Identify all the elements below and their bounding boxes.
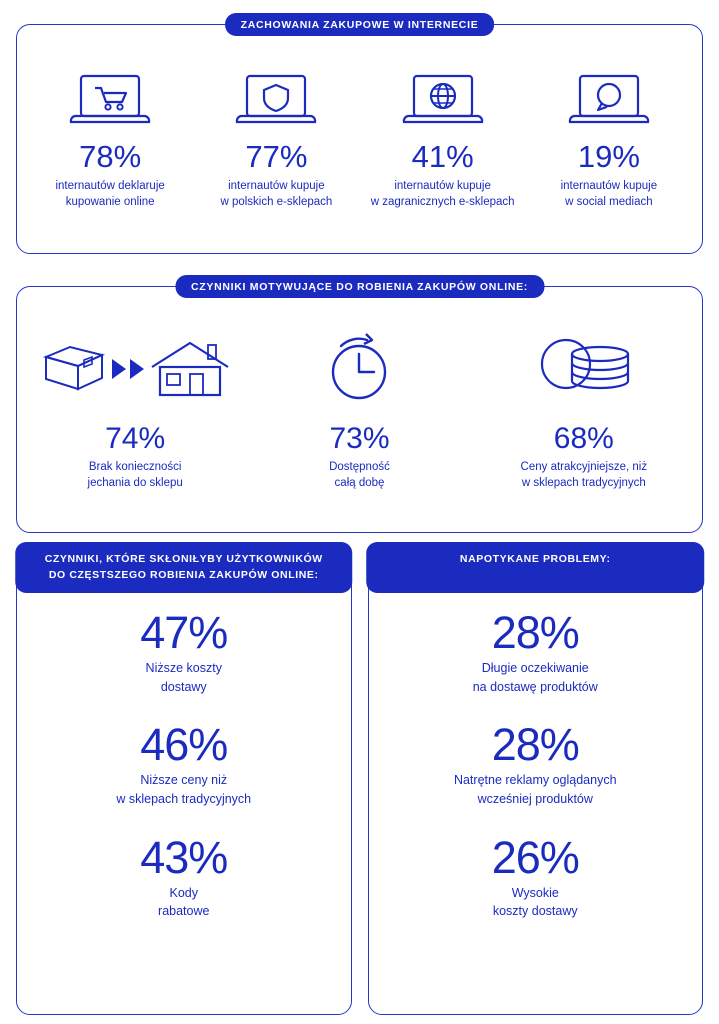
section-motivators-title: CZYNNIKI MOTYWUJĄCE DO ROBIENIA ZAKUPÓW ONLINE: xyxy=(175,275,544,298)
stat-value: 77% xyxy=(245,139,308,174)
stat-value: 46% xyxy=(140,719,228,771)
stat-item xyxy=(30,329,240,492)
stat-caption-line2: w social mediach xyxy=(565,196,653,209)
stat-caption-line1: Natrętne reklamy oglądanych xyxy=(453,773,617,788)
stat-caption-line2: rabatowe xyxy=(158,904,210,919)
stat-caption-line1: Wysokie xyxy=(511,885,559,900)
section-problems xyxy=(368,555,704,1015)
section-online-behaviour-title: ZACHOWANIA ZAKUPOWE W INTERNECIE xyxy=(225,13,495,36)
clock-icon xyxy=(254,329,464,409)
stat-caption-line2: koszty dostawy xyxy=(492,904,578,919)
motivators-items xyxy=(17,287,702,492)
stat-value: 74% xyxy=(105,422,166,455)
stat-value: 41% xyxy=(411,139,474,174)
stat-caption-line1: Kody xyxy=(169,885,198,900)
stat-caption xyxy=(369,884,703,922)
section-problems-title xyxy=(367,542,705,593)
coins-icon xyxy=(479,329,689,409)
stat-caption-line2: wcześniej produktów xyxy=(477,792,593,807)
stat-item xyxy=(529,71,689,211)
laptop-chat-icon xyxy=(529,71,689,131)
stat-caption-line2: na dostawę produktów xyxy=(472,679,598,694)
online-behaviour-items xyxy=(17,25,702,211)
stat-caption xyxy=(369,771,703,809)
stat-value: 26% xyxy=(491,831,579,883)
stat-value: 19% xyxy=(577,139,640,174)
stat-value: 78% xyxy=(79,139,142,174)
stat-item xyxy=(479,329,689,492)
bottom-panels xyxy=(16,555,703,1015)
section-incentives-title xyxy=(15,542,353,593)
stat-caption xyxy=(529,178,689,211)
stat-caption-line1: internautów kupuje xyxy=(394,179,491,192)
stat-caption xyxy=(17,659,351,697)
stat-caption-line1: internautów kupuje xyxy=(228,179,325,192)
stat-caption-line1: Niższe koszty xyxy=(145,660,222,675)
stat-value: 68% xyxy=(553,422,614,455)
stat-caption-line1: Ceny atrakcyjniejsze, niż xyxy=(520,460,648,473)
stat-caption xyxy=(17,771,351,809)
section-motivators xyxy=(16,281,703,533)
stat-caption-line2: w zagranicznych e-sklepach xyxy=(370,196,515,209)
stat-caption xyxy=(363,178,523,211)
stat-item xyxy=(363,71,523,211)
stat-caption xyxy=(30,178,190,211)
stat-caption xyxy=(479,459,689,492)
stat-item xyxy=(17,719,351,808)
stat-item xyxy=(369,831,703,921)
stat-caption-line2: dostawy xyxy=(160,679,207,694)
stat-caption-line1: Dostępność xyxy=(329,460,390,473)
stat-item xyxy=(17,831,351,921)
section-online-behaviour xyxy=(16,19,703,254)
stat-caption-line1: Długie oczekiwanie xyxy=(481,660,589,675)
stat-item xyxy=(369,607,703,696)
stat-caption-line2: w sklepach tradycyjnych xyxy=(521,477,646,490)
laptop-cart-icon xyxy=(30,71,190,131)
section-problems-title-line1: NAPOTYKANE PROBLEMY: xyxy=(459,553,611,565)
stat-caption-line1: internautów kupuje xyxy=(560,179,658,192)
stat-item xyxy=(254,329,464,492)
stat-value: 28% xyxy=(491,719,579,771)
stat-caption xyxy=(30,459,240,492)
stat-value: 47% xyxy=(140,607,228,658)
stat-caption-line2: całą dobę xyxy=(334,477,385,490)
stat-item xyxy=(196,71,356,211)
stat-caption xyxy=(196,178,356,211)
stat-caption xyxy=(369,659,703,697)
stat-value: 28% xyxy=(491,607,579,658)
stat-caption-line2: jechania do sklepu xyxy=(87,477,183,490)
stat-value: 73% xyxy=(329,422,390,455)
stat-item xyxy=(369,719,703,808)
section-incentives-title-line2: DO CZĘSTSZEGO ROBIENIA ZAKUPÓW ONLINE: xyxy=(48,569,319,582)
laptop-globe-icon xyxy=(363,71,523,131)
parcel-to-house-icon xyxy=(30,329,240,409)
section-incentives xyxy=(16,555,352,1015)
stat-caption-line2: kupowanie online xyxy=(65,196,155,209)
stat-caption-line1: Brak konieczności xyxy=(88,460,182,473)
laptop-shield-icon xyxy=(196,71,356,131)
section-incentives-title-line1: CZYNNIKI, KTÓRE SKŁONIŁYBY UŻYTKOWNIKÓW xyxy=(44,553,323,565)
stat-caption-line1: Niższe ceny niż xyxy=(140,773,228,788)
stat-item xyxy=(30,71,190,211)
stat-caption xyxy=(17,884,351,922)
stat-caption-line1: internautów deklaruje xyxy=(55,179,165,192)
stat-caption-line2: w sklepach tradycyjnych xyxy=(116,792,252,807)
stat-caption xyxy=(254,459,464,492)
stat-value: 43% xyxy=(140,831,228,883)
stat-item xyxy=(17,607,351,696)
stat-caption-line2: w polskich e-sklepach xyxy=(220,196,333,209)
